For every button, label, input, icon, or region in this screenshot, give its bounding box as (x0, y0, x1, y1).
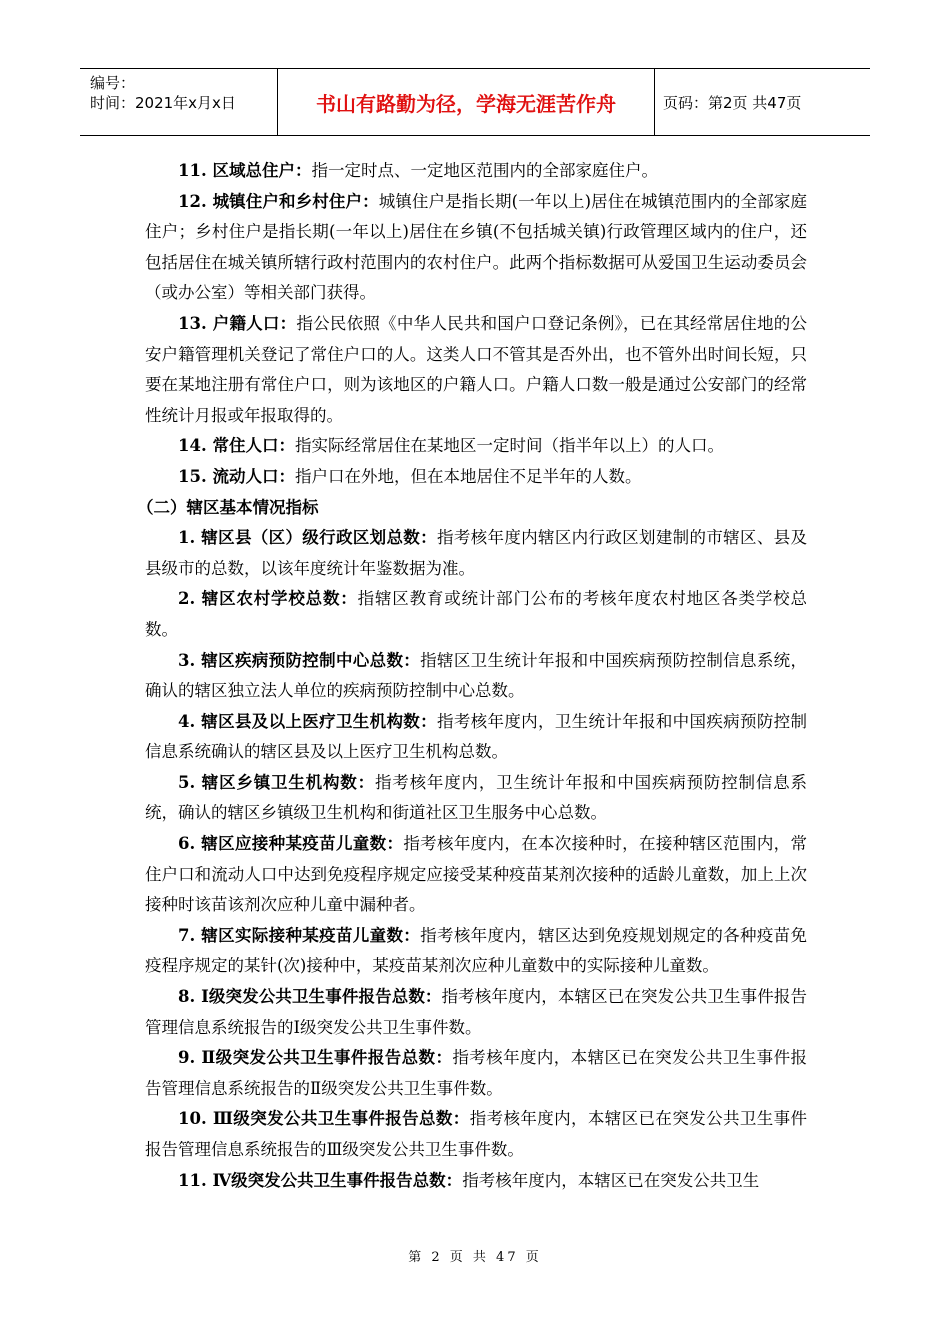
header-motto: 书山有路勤为径，学海无涯苦作舟 (278, 69, 655, 135)
paragraph (145, 309, 807, 431)
page-header (80, 68, 870, 136)
definition: 指户口在外地，但在本地居住不足半年的人数。 (294, 466, 642, 486)
term: 14. 常住人口： (178, 436, 295, 456)
paragraph (145, 1104, 807, 1165)
paragraph (145, 431, 807, 462)
term: 15. 流动人口： (178, 466, 295, 486)
paragraph (145, 462, 807, 493)
paragraph (145, 523, 807, 584)
paragraph (145, 707, 807, 768)
paragraph (145, 646, 807, 707)
definition: 指考核年度内，本辖区已在突发公共卫生事件报告管理信息系统报告的Ⅰ级突发公共卫生事件数。 (145, 987, 807, 1037)
definition: 指考核年度内，辖区达到免疫规划规定的各种疫苗免疫程序规定的某针(次)接种中，某疫苗某剂次应种儿童数中的实际接种儿童数。 (145, 925, 807, 976)
definition: 指考核年度内辖区内行政区划建制的市辖区、县及县级市的总数，以该年度统计年鉴数据为准。 (145, 528, 807, 578)
definition: 指考核年度内，卫生统计年报和中国疾病预防控制信息系统，确认的辖区乡镇级卫生机构和街道社区卫生服务中心总数。 (145, 772, 807, 823)
definition: 指公民依照《中华人民共和国户口登记条例》，已在其经常居住地的公安户籍管理机关登记了常住户口的人。这类人口不管其是否外出，也不管外出时间长短，只要在某地注册有常住户口，则为该地区的户籍人口。户籍人口数一般是通过公安部门的经常性统计月报或年报取得的。 (145, 313, 808, 425)
term: 6. 辖区应接种某疫苗儿童数： (178, 834, 404, 854)
definition: 指辖区教育或统计部门公布的考核年度农村地区各类学校总数。 (145, 589, 807, 639)
time-label: 时间：2021年x月x日 (90, 94, 236, 112)
definition: 指考核年度内，本辖区已在突发公共卫生事件报告管理信息系统报告的Ⅲ级突发公共卫生事件数。 (145, 1109, 808, 1159)
term: 8. Ⅰ级突发公共卫生事件报告总数： (178, 987, 442, 1007)
paragraph (145, 584, 807, 645)
section-title: （二）辖区基本情况指标 (137, 497, 319, 517)
term: 7. 辖区实际接种某疫苗儿童数： (178, 925, 421, 945)
header-meta (80, 69, 278, 135)
definition: 城镇住户是指长期(一年以上)居住在城镇范围内的全部家庭住户；乡村住户是指长期(一年以上)居住在乡镇(不包括城关镇)行政管理区域内的住户，还包括居住在城关镇所辖行政村范围内的农村住户。此两个指标数据可从爱国卫生运动委员会（或办公室）等相关部门获得。 (145, 191, 808, 303)
term: 2. 辖区农村学校总数： (178, 589, 358, 609)
header-page-label: 页码：第2页 共47页 (663, 93, 802, 112)
term: 10. Ⅲ级突发公共卫生事件报告总数： (178, 1109, 470, 1129)
term: 5. 辖区乡镇卫生机构数： (178, 772, 375, 792)
definition: 指辖区卫生统计年报和中国疾病预防控制信息系统，确认的辖区独立法人单位的疾病预防控制中心总数。 (145, 650, 807, 701)
term: 9. Ⅱ级突发公共卫生事件报告总数： (178, 1048, 453, 1068)
paragraph (145, 921, 807, 982)
page-footer: 第 2 页 共 47 页 (408, 1250, 542, 1265)
definition: 指考核年度内，本辖区已在突发公共卫生 (462, 1170, 760, 1190)
term: 1. 辖区县（区）级行政区划总数： (178, 528, 437, 548)
term: 11. 区域总住户： (178, 161, 312, 180)
paragraph (145, 829, 807, 921)
term: 4. 辖区县及以上医疗卫生机构数： (178, 711, 437, 731)
paragraph (145, 768, 807, 829)
term: 12. 城镇住户和乡村住户： (178, 191, 379, 211)
term: 11. Ⅳ级突发公共卫生事件报告总数： (178, 1170, 463, 1190)
definition: 指一定时点、一定地区范围内的全部家庭住户。 (311, 161, 658, 180)
paragraph (145, 156, 807, 187)
paragraph (145, 187, 807, 309)
paragraph (145, 1166, 807, 1197)
definition: 指实际经常居住在某地区一定时间（指半年以上）的人口。 (294, 436, 724, 456)
term: 3. 辖区疾病预防控制中心总数： (178, 650, 421, 670)
definition: 指考核年度内，卫生统计年报和中国疾病预防控制信息系统确认的辖区县及以上医疗卫生机构总数。 (145, 711, 807, 762)
term: 13. 户籍人口： (178, 313, 297, 333)
number-label: 编号： (90, 74, 136, 92)
definition: 指考核年度内，在本次接种时，在接种辖区范围内，常住户口和流动人口中达到免疫程序规定应接受某种疫苗某剂次接种的适龄儿童数，加上上次接种时该苗该剂次应种儿童中漏种者。 (145, 834, 807, 915)
document-body (137, 156, 808, 1196)
definition: 指考核年度内，本辖区已在突发公共卫生事件报告管理信息系统报告的Ⅱ级突发公共卫生事件数。 (145, 1048, 807, 1098)
paragraph (145, 1043, 807, 1104)
paragraph (145, 982, 807, 1043)
